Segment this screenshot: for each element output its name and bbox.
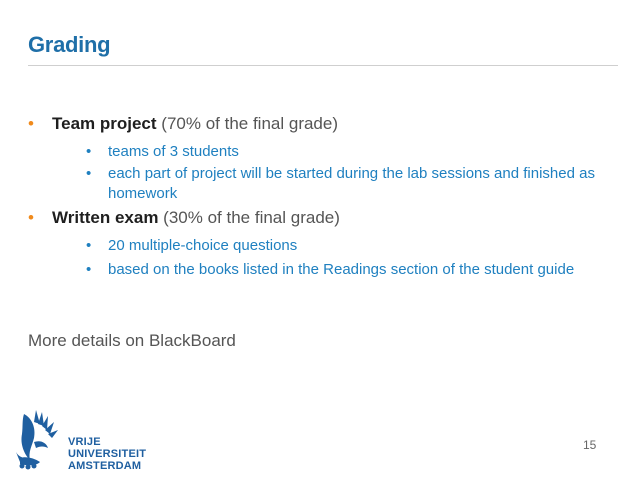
bullet-bold-label: Written exam bbox=[52, 208, 159, 227]
sub-bullet bbox=[86, 236, 596, 256]
bullet-dot: • bbox=[28, 114, 34, 133]
sub-bullet-dot: • bbox=[86, 143, 92, 160]
bullet-team-project bbox=[28, 113, 338, 135]
sub-bullet-text: teams of 3 students bbox=[108, 143, 239, 160]
sub-bullet-text: based on the books listed in the Readings section of the student guide bbox=[108, 261, 575, 278]
griffin-logo-icon bbox=[14, 408, 66, 475]
bullet-written-exam bbox=[28, 207, 340, 229]
sub-bullet bbox=[86, 260, 596, 280]
page-number: 15 bbox=[583, 438, 597, 452]
sub-bullet-dot: • bbox=[86, 237, 92, 254]
logo-line: UNIVERSITEIT bbox=[68, 448, 147, 460]
bullet-bold-label: Team project bbox=[52, 114, 157, 133]
bullet-dot: • bbox=[28, 208, 34, 227]
sub-bullet-text: 20 multiple-choice questions bbox=[108, 237, 298, 254]
logo-line: AMSTERDAM bbox=[68, 460, 142, 472]
sub-bullet bbox=[86, 142, 596, 162]
sub-bullet-text: each part of project will be started during the lab sessions and finished as homework bbox=[108, 165, 595, 202]
bullet-detail: (30% of the final grade) bbox=[158, 208, 340, 227]
university-name bbox=[68, 436, 146, 472]
logo-line: VRIJE bbox=[68, 436, 101, 448]
sub-bullet bbox=[86, 164, 596, 204]
slide-title: Grading bbox=[28, 32, 111, 57]
more-details-text: More details on BlackBoard bbox=[28, 331, 236, 350]
sub-bullet-dot: • bbox=[86, 261, 92, 278]
title-rule bbox=[28, 65, 618, 66]
sub-bullet-dot: • bbox=[86, 165, 92, 182]
bullet-detail: (70% of the final grade) bbox=[156, 114, 339, 133]
